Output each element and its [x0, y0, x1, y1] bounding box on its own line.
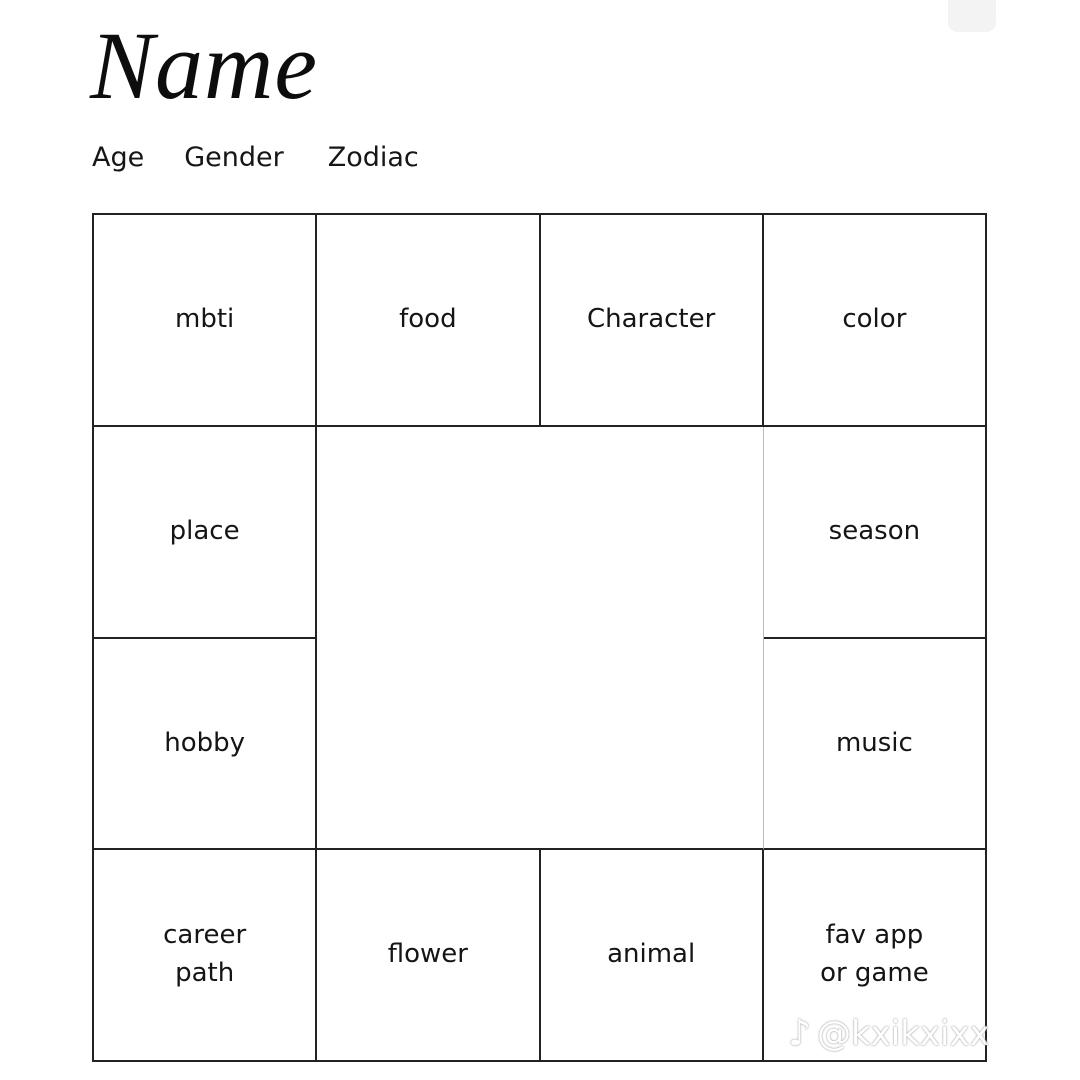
center-photo-area[interactable] — [317, 427, 764, 851]
cell-color[interactable] — [764, 215, 987, 427]
cell-mbti[interactable] — [94, 215, 317, 427]
cell-label: season — [828, 515, 921, 546]
cell-hobby[interactable] — [94, 639, 317, 851]
cell-flower[interactable] — [317, 850, 540, 1062]
cell-label: hobby — [164, 727, 246, 758]
cell-label: place — [169, 515, 240, 546]
cell-label: Character — [586, 304, 716, 335]
cell-label: color — [842, 304, 907, 335]
cell-label: animal — [607, 939, 696, 970]
cell-food[interactable] — [317, 215, 540, 427]
cell-season[interactable] — [764, 427, 987, 639]
cell-character[interactable] — [541, 215, 764, 427]
template-grid — [92, 213, 987, 1062]
zodiac-label: Zodiac — [327, 142, 419, 173]
meta-fields — [92, 142, 419, 173]
cell-label: music — [835, 727, 913, 758]
gender-label: Gender — [184, 142, 284, 173]
cell-label: food — [399, 304, 457, 335]
cell-label: flower — [387, 939, 468, 970]
watermark-handle: @kxikxixx — [816, 1013, 990, 1054]
cell-place[interactable] — [94, 427, 317, 639]
page-title: Name — [90, 12, 318, 119]
cell-animal[interactable] — [541, 850, 764, 1062]
cell-label: mbti — [175, 304, 235, 335]
cell-music[interactable] — [764, 639, 987, 851]
corner-button[interactable] — [948, 0, 996, 32]
cell-career-path[interactable] — [94, 850, 317, 1062]
cell-label: career path — [163, 920, 247, 989]
music-note-icon: ♪ — [788, 1013, 811, 1054]
age-label: Age — [92, 142, 145, 173]
tiktok-watermark — [788, 1013, 990, 1054]
cell-label: fav app or game — [820, 920, 929, 989]
